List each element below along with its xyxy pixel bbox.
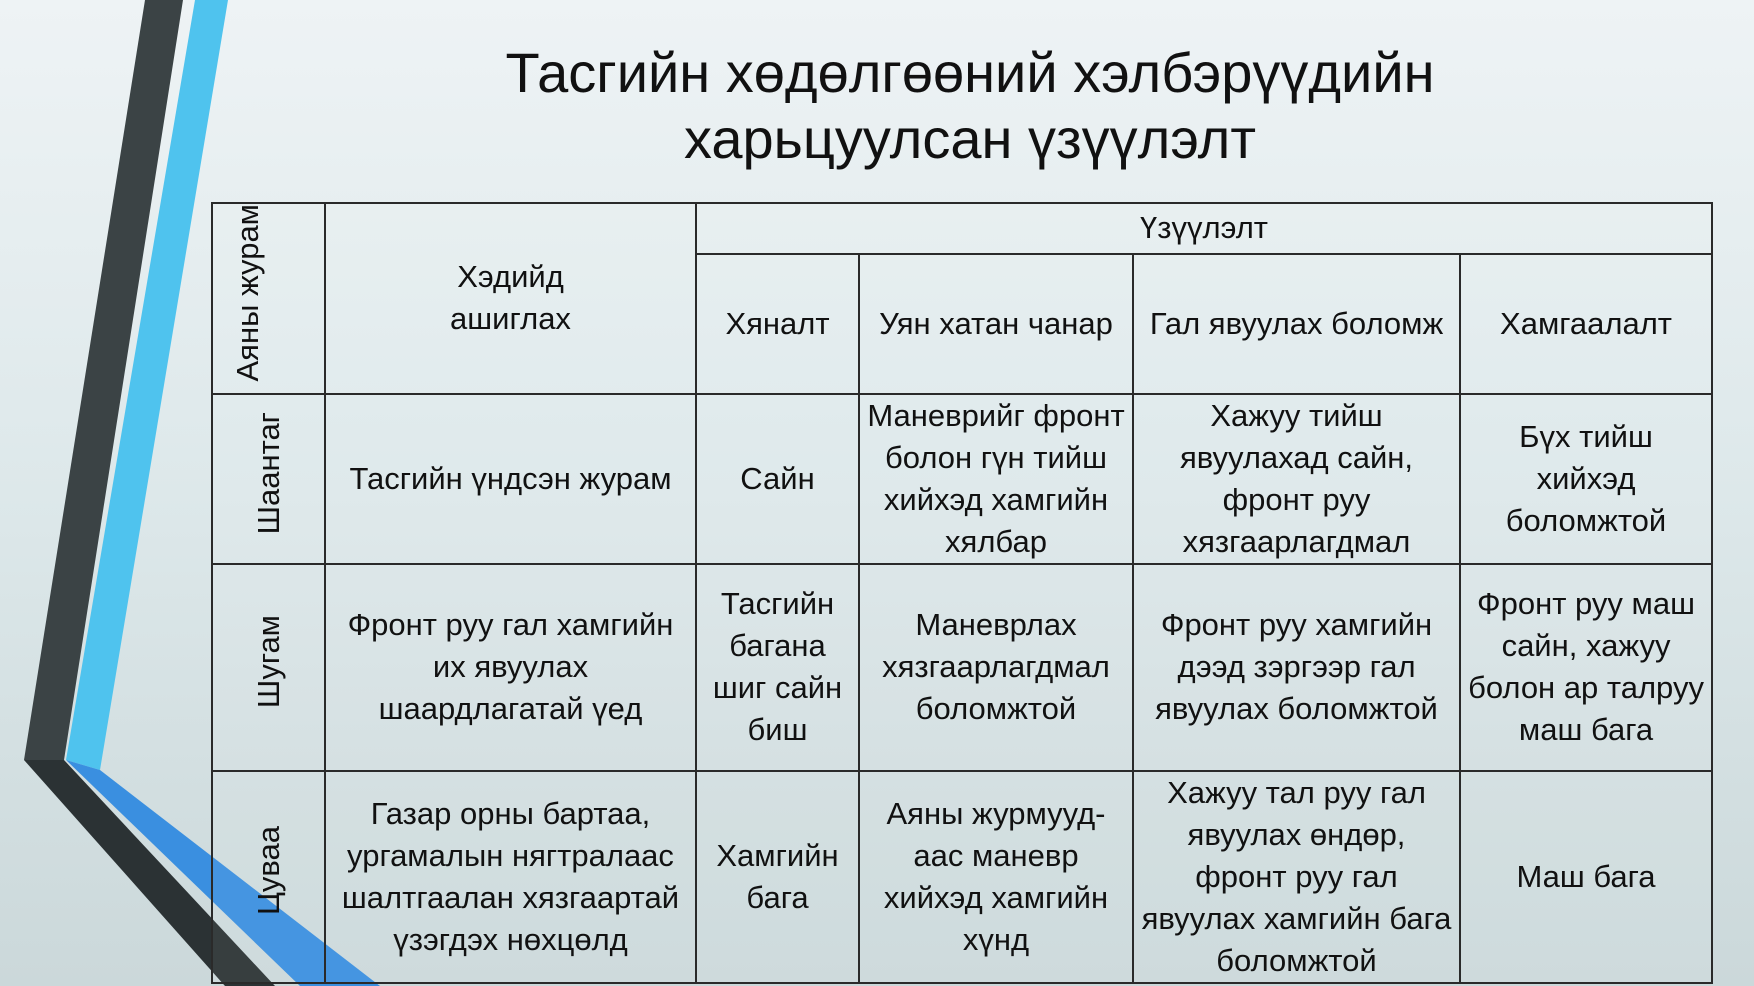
row-name-cell <box>212 771 325 983</box>
slide-title <box>330 40 1610 172</box>
usage-header-line-1: Хэдийд <box>457 259 564 295</box>
row-name: Шаантаг <box>250 411 286 535</box>
column-header-fire: Гал явуулах боломж <box>1133 254 1460 394</box>
header-row-top <box>212 203 1712 254</box>
table-row <box>212 771 1712 983</box>
table-row <box>212 394 1712 564</box>
column-header-control: Хяналт <box>696 254 859 394</box>
column-header-protection: Хамгаалалт <box>1460 254 1712 394</box>
row-name: Цуваа <box>250 826 286 916</box>
comparison-table <box>211 202 1713 984</box>
row-name-cell <box>212 564 325 771</box>
column-header-flexibility: Уян хатан чанар <box>859 254 1133 394</box>
control-cell: Сайн <box>696 394 859 564</box>
flexibility-cell: Маневрлах хязгаарлагдмал боломжтой <box>859 564 1133 771</box>
flexibility-cell: Маневрийг фронт болон гүн тийш хийхэд хамгийн хялбар <box>859 394 1133 564</box>
protection-cell: Маш бага <box>1460 771 1712 983</box>
usage-header-cell <box>325 203 696 394</box>
fire-cell: Фронт руу хамгийн дээд зэргээр гал явуулах боломжтой <box>1133 564 1460 771</box>
table-row <box>212 564 1712 771</box>
row-name-cell <box>212 394 325 564</box>
flexibility-cell: Аяны журмууд-аас маневр хийхэд хамгийн хүнд <box>859 771 1133 983</box>
title-line-1: Тасгийн хөдөлгөөний хэлбэрүүдийн <box>505 41 1435 104</box>
control-cell: Тасгийн багана шиг сайн биш <box>696 564 859 771</box>
usage-cell: Газар орны бартаа, ургамалын нягтралаас шалтгаалан хязгаартай үзэгдэх нөхцөлд <box>325 771 696 983</box>
usage-cell: Тасгийн үндсэн журам <box>325 394 696 564</box>
usage-cell: Фронт руу гал хамгийн их явуулах шаардлагатай үед <box>325 564 696 771</box>
protection-cell: Фронт руу маш сайн, хажуу болон ар талруу маш бага <box>1460 564 1712 771</box>
order-header-cell <box>212 203 325 394</box>
protection-cell: Бүх тийш хийхэд боломжтой <box>1460 394 1712 564</box>
fire-cell: Хажуу тал руу гал явуулах өндөр, фронт руу гал явуулах хамгийн бага боломжтой <box>1133 771 1460 983</box>
title-line-2: харьцуулсан үзүүлэлт <box>683 107 1256 170</box>
usage-header-line-2: ашиглах <box>450 301 571 337</box>
indicators-header-cell: Үзүүлэлт <box>696 203 1712 254</box>
fire-cell: Хажуу тийш явуулахад сайн, фронт руу хязгаарлагдмал <box>1133 394 1460 564</box>
control-cell: Хамгийн бага <box>696 771 859 983</box>
order-header-label: Аяны журам <box>229 204 265 382</box>
row-name: Шугам <box>250 614 286 709</box>
